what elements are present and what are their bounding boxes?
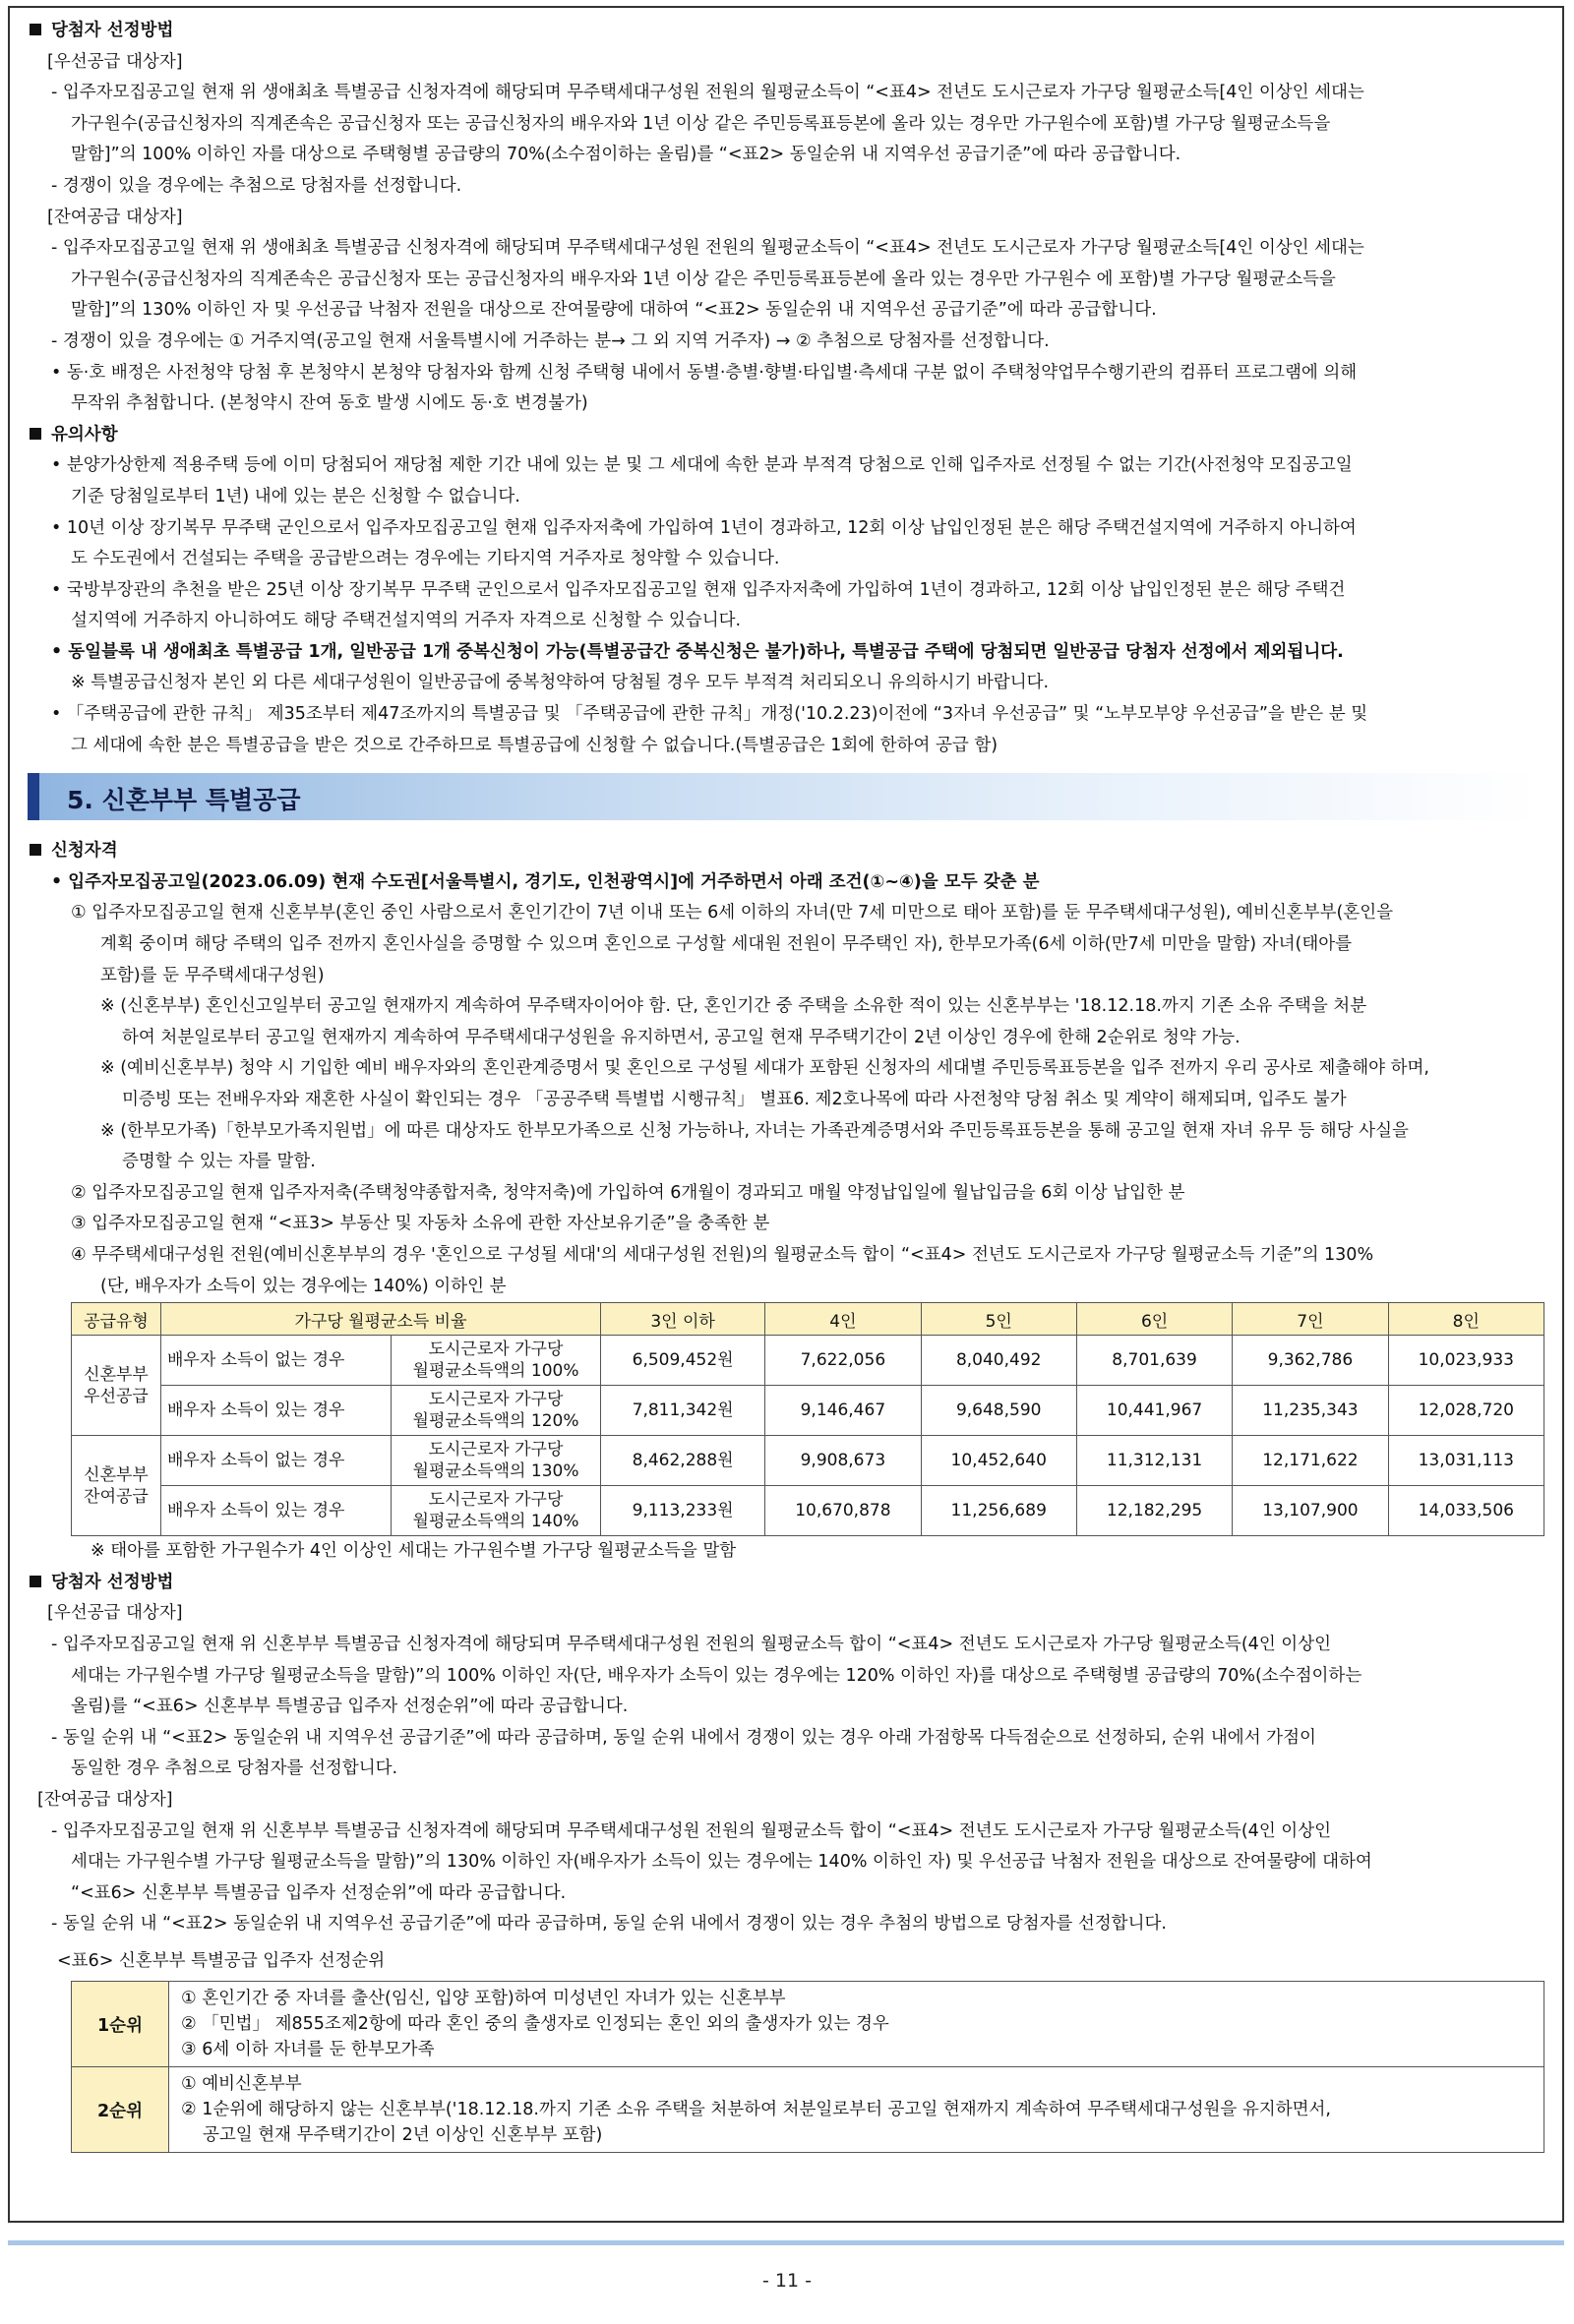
remaining-line: 무작위 추첨합니다. (본청약시 잔여 동호 발생 시에도 동·호 변경불가)	[71, 393, 588, 414]
basis-cell: 도시근로자 가구당 월평균소득액의 140%	[392, 1486, 601, 1536]
footer-rule	[8, 2240, 1564, 2245]
qualification-line: ④ 무주택세대구성원 전원(예비신혼부부의 경우 '혼인으로 구성될 세대'의 세대구성원 전원)의 월평균소득 합이 “<표4> 전년도 도시근로자 가구당 월평균소득 기준”의 130%	[71, 1244, 1374, 1265]
priority-line: 동일한 경우 추첨으로 당첨자를 선정합니다.	[71, 1758, 398, 1779]
value-cell: 6,509,452원	[601, 1336, 765, 1386]
priority-line: 올림)를 “<표6> 신혼부부 특별공급 입주자 선정순위”에 따라 공급합니다.	[71, 1697, 629, 1717]
col-header: 6인	[1076, 1303, 1232, 1336]
condition-cell: 배우자 소득이 없는 경우	[161, 1336, 392, 1386]
rank-table-title: <표6> 신혼부부 특별공급 입주자 선정순위	[57, 1950, 386, 1971]
qualification-line: ※ (신혼부부) 혼인신고일부터 공고일 현재까지 계속하여 무주택자이어야 함. 단, 혼인기간 중 주택을 소유한 적이 있는 신혼부부는 '18.12.18.까지 기존 소유 주택을 처분	[100, 996, 1367, 1017]
remaining-line: “<표6> 신혼부부 특별공급 입주자 선정순위”에 따라 공급합니다.	[71, 1882, 567, 1903]
qualification-line: 미증빙 또는 전배우자와 재혼한 사실이 확인되는 경우 「공공주택 특별법 시행규칙」 별표6. 제2호나목에 따라 사전청약 당첨 취소 및 계약이 해제되며, 입주도 불가	[122, 1090, 1347, 1109]
selection-heading: 당첨자 선정방법	[30, 16, 1539, 47]
remaining-line: 말함]”의 130% 이하인 자 및 우선공급 낙첨자 전원을 대상으로 잔여물량에 대하여 “<표2> 동일순위 내 지역우선 공급기준”에 따라 공급합니다.	[71, 300, 1157, 321]
rank-items-cell	[169, 2067, 1544, 2153]
value-cell: 9,146,467	[765, 1386, 921, 1436]
note-line: • 동일블록 내 생애최초 특별공급 1개, 일반공급 1개 중복신청이 가능(특별공급간 중복신청은 불가)하나, 특별공급 주택에 당첨되면 일반공급 당첨자 선정에서 제외됩니다.	[51, 641, 1344, 662]
col-header: 4인	[765, 1303, 921, 1336]
square-bullet-icon	[30, 844, 41, 856]
note-line: • 분양가상한제 적용주택 등에 이미 당첨되어 재당첨 제한 기간 내에 있는 분 및 그 세대에 속한 분과 부적격 당첨으로 인해 입주자로 선정될 수 없는 기간(사전청약 모집공고일	[51, 455, 1353, 476]
priority-line: - 경쟁이 있을 경우에는 추첨으로 당첨자를 선정합니다.	[51, 175, 462, 196]
table-note: ※ 태아를 포함한 가구원수가 4인 이상인 세대는 가구원수별 가구당 월평균소득을 말함	[91, 1541, 737, 1562]
income-table	[71, 1302, 1544, 1536]
qualification-line: 포함)를 둔 무주택세대구성원)	[100, 965, 325, 985]
qualification-line: ※ (한부모가족)「한부모가족지원법」에 따른 대상자도 한부모가족으로 신청 가능하나, 자녀는 가족관계증명서와 주민등록표등본을 통해 공고일 현재 자녀 유무 등 해당 사실을	[100, 1120, 1409, 1141]
remaining-line: - 동일 순위 내 “<표2> 동일순위 내 지역우선 공급기준”에 따라 공급하며, 동일 순위 내에서 경쟁이 있는 경우 추첨의 방법으로 당첨자를 선정합니다.	[51, 1914, 1167, 1935]
col-header: 3인 이하	[601, 1303, 765, 1336]
qualification-line: 계획 중이며 해당 주택의 입주 전까지 혼인사실을 증명할 수 있으며 혼인으로 구성할 세대원 전원이 무주택인 자), 한부모가족(6세 이하(만7세 미만을 말함) 자녀(태아를	[100, 934, 1353, 955]
rank-cell: 2순위	[72, 2067, 169, 2153]
qualification-line: (단, 배우자가 소득이 있는 경우에는 140%) 이하인 분	[100, 1276, 507, 1296]
rank-item: ② 「민법」 제855조제2항에 따라 혼인 중의 출생자로 인정되는 혼인 외의 출생자가 있는 경우	[181, 2014, 889, 2035]
basis-cell: 도시근로자 가구당 월평균소득액의 120%	[392, 1386, 601, 1436]
remaining-line: - 입주자모집공고일 현재 위 신혼부부 특별공급 신청자격에 해당되며 무주택세대구성원 전원의 월평균소득 합이 “<표4> 전년도 도시근로자 가구당 월평균소득(4인 이상인	[51, 1820, 1331, 1841]
rank-table	[71, 1981, 1544, 2153]
value-cell: 8,462,288원	[601, 1436, 765, 1486]
supply-type-cell: 신혼부부 우선공급	[72, 1336, 161, 1436]
value-cell: 9,648,590	[921, 1386, 1076, 1436]
basis-cell: 도시근로자 가구당 월평균소득액의 100%	[392, 1336, 601, 1386]
qualification-line: ① 입주자모집공고일 현재 신혼부부(혼인 중인 사람으로서 혼인기간이 7년 이내 또는 6세 이하의 자녀(만 7세 미만으로 태아 포함)를 둔 무주택세대구성원), 예비신혼부부(혼인을	[71, 903, 1394, 924]
value-cell: 9,362,786	[1233, 1336, 1388, 1386]
rank-item: ③ 6세 이하 자녀를 둔 한부모가족	[181, 2040, 435, 2060]
notes-heading: 유의사항	[30, 420, 1539, 451]
rank-item: ① 혼인기간 중 자녀를 출산(임신, 입양 포함)하여 미성년인 자녀가 있는 신혼부부	[181, 1989, 786, 2009]
remaining-line: 가구원수(공급신청자의 직계존속은 공급신청자 또는 공급신청자의 배우자와 1년 이상 같은 주민등록표등본에 올라 있는 경우만 가구원수 에 포함)별 가구당 월평균소득을	[71, 268, 1336, 289]
rank-item: ① 예비신혼부부	[181, 2074, 302, 2095]
remaining-line: • 동·호 배정은 사전청약 당첨 후 본청약시 본청약 당첨자와 함께 신청 주택형 내에서 동별·층별·향별·타입별·측세대 구분 없이 주택청약업무수행기관의 컴퓨터 프로그램에 의해	[51, 362, 1358, 383]
value-cell: 9,908,673	[765, 1436, 921, 1486]
basis-cell: 도시근로자 가구당 월평균소득액의 130%	[392, 1436, 601, 1486]
square-bullet-icon	[30, 24, 41, 35]
section-banner	[28, 773, 1539, 820]
note-line: 설지역에 거주하지 아니하여도 해당 주택건설지역의 거주자 자격으로 신청할 수 있습니다.	[71, 611, 742, 631]
col-header: 가구당 월평균소득 비율	[161, 1303, 601, 1336]
value-cell: 12,182,295	[1076, 1486, 1232, 1536]
section-title: 5. 신혼부부 특별공급	[67, 786, 301, 815]
note-line: • 10년 이상 장기복무 무주택 군인으로서 입주자모집공고일 현재 입주자저축에 가입하여 1년이 경과하고, 12회 이상 납입인정된 분은 해당 주택건설지역에 거주하지 아니하여	[51, 517, 1357, 538]
qualification-line: ② 입주자모집공고일 현재 입주자저축(주택청약종합저축, 청약저축)에 가입하여 6개월이 경과되고 매월 약정납입일에 월납입금을 6회 이상 납입한 분	[71, 1182, 1185, 1203]
value-cell: 11,235,343	[1233, 1386, 1388, 1436]
priority-line: 가구원수(공급신청자의 직계존속은 공급신청자 또는 공급신청자의 배우자와 1년 이상 같은 주민등록표등본에 올라 있는 경우만 가구원수에 포함)별 가구당 월평균소득을	[71, 113, 1331, 134]
value-cell: 11,256,689	[921, 1486, 1076, 1536]
value-cell: 13,031,113	[1388, 1436, 1544, 1486]
square-bullet-icon	[30, 1576, 41, 1587]
remaining-label: [잔여공급 대상자]	[37, 1789, 173, 1810]
table-row	[72, 1486, 1544, 1536]
banner-accent-bar	[28, 773, 39, 820]
value-cell: 10,441,967	[1076, 1386, 1232, 1436]
value-cell: 12,171,622	[1233, 1436, 1388, 1486]
priority-line: - 입주자모집공고일 현재 위 생애최초 특별공급 신청자격에 해당되며 무주택세대구성원 전원의 월평균소득이 “<표4> 전년도 도시근로자 가구당 월평균소득[4인 이상인 세대는	[51, 83, 1364, 103]
value-cell: 7,811,342원	[601, 1386, 765, 1436]
col-header: 8인	[1388, 1303, 1544, 1336]
rank-items-cell	[169, 1982, 1544, 2067]
remaining-line: - 경쟁이 있을 경우에는 ① 거주지역(공고일 현재 서울특별시에 거주하는 분→ 그 외 지역 거주자) → ② 추첨으로 당첨자를 선정합니다.	[51, 330, 1050, 351]
value-cell: 10,670,878	[765, 1486, 921, 1536]
value-cell: 8,701,639	[1076, 1336, 1232, 1386]
col-header: 5인	[921, 1303, 1076, 1336]
value-cell: 8,040,492	[921, 1336, 1076, 1386]
note-line: • 「주택공급에 관한 규칙」 제35조부터 제47조까지의 특별공급 및 「주택공급에 관한 규칙」개정('10.2.23)이전에 “3자녀 우선공급” 및 “노부모부양 우선공급”을 받은 분 및	[51, 704, 1368, 725]
value-cell: 10,452,640	[921, 1436, 1076, 1486]
priority-line: 세대는 가구원수별 가구당 월평균소득을 말함)”의 100% 이하인 자(단, 배우자가 소득이 있는 경우에는 120% 이하인 자)를 대상으로 주택형별 공급량의 70%(소수점이하는	[71, 1665, 1362, 1686]
table-row	[72, 1386, 1544, 1436]
priority-label: [우선공급 대상자]	[47, 1603, 183, 1624]
rank-item: 공고일 현재 무주택기간이 2년 이상인 신혼부부 포함)	[203, 2125, 603, 2146]
rank-cell: 1순위	[72, 1982, 169, 2067]
table-row	[72, 1336, 1544, 1386]
income-table-header	[72, 1303, 1544, 1336]
condition-cell: 배우자 소득이 있는 경우	[161, 1486, 392, 1536]
qualification-heading: 신청자격	[30, 836, 1539, 867]
rank-item: ② 1순위에 해당하지 않는 신혼부부('18.12.18.까지 기존 소유 주택을 처분하여 처분일로부터 공고일 현재까지 계속하여 무주택세대구성원을 유지하면서,	[181, 2100, 1331, 2120]
square-bullet-icon	[30, 428, 41, 440]
priority-line: 말함]”의 100% 이하인 자를 대상으로 주택형별 공급량의 70%(소수점이하는 올림)를 “<표2> 동일순위 내 지역우선 공급기준”에 따라 공급합니다.	[71, 145, 1181, 165]
note-line: ※ 특별공급신청자 본인 외 다른 세대구성원이 일반공급에 중복청약하여 당첨될 경우 모두 부적격 처리되오니 유의하시기 바랍니다.	[71, 673, 1050, 693]
table-row	[72, 1982, 1544, 2067]
qualification-line: 증명할 수 있는 자를 말함.	[122, 1152, 316, 1172]
value-cell: 7,622,056	[765, 1336, 921, 1386]
note-line: 기준 당첨일로부터 1년) 내에 있는 분은 신청할 수 없습니다.	[71, 486, 520, 507]
priority-label: [우선공급 대상자]	[47, 51, 183, 72]
qualification-line: ③ 입주자모집공고일 현재 “<표3> 부동산 및 자동차 소유에 관한 자산보유기준”을 충족한 분	[71, 1214, 770, 1234]
content-frame	[8, 6, 1564, 2223]
supply-type-cell: 신혼부부 잔여공급	[72, 1436, 161, 1536]
value-cell: 13,107,900	[1233, 1486, 1388, 1536]
selection-heading: 당첨자 선정방법	[30, 1568, 1539, 1599]
page-number: - 11 -	[762, 2270, 812, 2292]
remaining-label: [잔여공급 대상자]	[47, 207, 183, 227]
value-cell: 10,023,933	[1388, 1336, 1544, 1386]
priority-line: - 입주자모집공고일 현재 위 신혼부부 특별공급 신청자격에 해당되며 무주택세대구성원 전원의 월평균소득 합이 “<표4> 전년도 도시근로자 가구당 월평균소득(4인 이상인	[51, 1634, 1331, 1654]
note-line: 도 수도권에서 건설되는 주택을 공급받으려는 경우에는 기타지역 거주자로 청약할 수 있습니다.	[71, 549, 780, 569]
remaining-line: - 입주자모집공고일 현재 위 생애최초 특별공급 신청자격에 해당되며 무주택세대구성원 전원의 월평균소득이 “<표4> 전년도 도시근로자 가구당 월평균소득[4인 이상인 세대는	[51, 238, 1364, 259]
value-cell: 12,028,720	[1388, 1386, 1544, 1436]
value-cell: 14,033,506	[1388, 1486, 1544, 1536]
note-line: • 국방부장관의 추천을 받은 25년 이상 장기복무 무주택 군인으로서 입주자모집공고일 현재 입주자저축에 가입하여 1년이 경과하고, 12회 이상 납입인정된 분은 해당 주택건	[51, 579, 1346, 600]
condition-cell: 배우자 소득이 없는 경우	[161, 1436, 392, 1486]
qualification-line: 하여 처분일로부터 공고일 현재까지 계속하여 무주택세대구성원을 유지하면서, 공고일 현재 무주택기간이 2년 이상인 경우에 한해 2순위로 청약 가능.	[122, 1027, 1241, 1047]
qualification-line: • 입주자모집공고일(2023.06.09) 현재 수도권[서울특별시, 경기도, 인천광역시]에 거주하면서 아래 조건(①~④)을 모두 갖춘 분	[51, 871, 1040, 892]
table-row	[72, 2067, 1544, 2153]
value-cell: 11,312,131	[1076, 1436, 1232, 1486]
condition-cell: 배우자 소득이 있는 경우	[161, 1386, 392, 1436]
col-header: 7인	[1233, 1303, 1388, 1336]
priority-line: - 동일 순위 내 “<표2> 동일순위 내 지역우선 공급기준”에 따라 공급하며, 동일 순위 내에서 경쟁이 있는 경우 아래 가점항목 다득점순으로 선정하되, 순위 내에서 가점이	[51, 1727, 1316, 1748]
note-line: 그 세대에 속한 분은 특별공급을 받은 것으로 간주하므로 특별공급에 신청할 수 없습니다.(특별공급은 1회에 한하여 공급 함)	[71, 735, 999, 755]
col-header: 공급유형	[72, 1303, 161, 1336]
qualification-line: ※ (예비신혼부부) 청약 시 기입한 예비 배우자와의 혼인관계증명서 및 혼인으로 구성될 세대가 포함된 신청자의 세대별 주민등록표등본을 입주 전까지 우리 공사로 제출해야 하며,	[100, 1058, 1429, 1079]
remaining-line: 세대는 가구원수별 가구당 월평균소득을 말함)”의 130% 이하인 자(배우자가 소득이 있는 경우에는 140% 이하인 자) 및 우선공급 낙첨자 전원을 대상으로 잔여물량에 대하여	[71, 1852, 1372, 1873]
table-row	[72, 1436, 1544, 1486]
value-cell: 9,113,233원	[601, 1486, 765, 1536]
